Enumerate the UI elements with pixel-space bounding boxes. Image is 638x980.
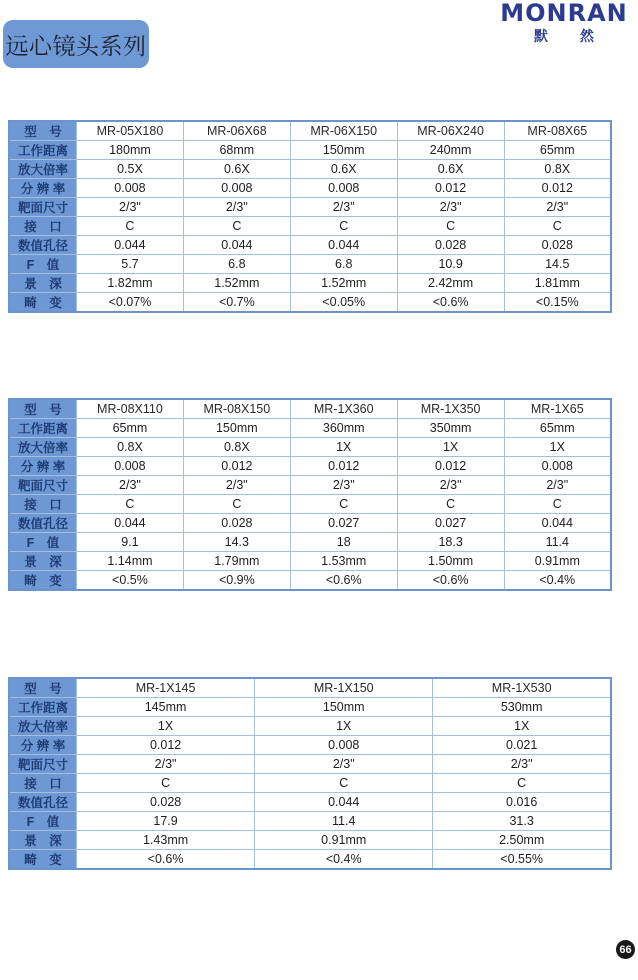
- model-cell: MR-08X110: [77, 399, 184, 419]
- spec-row: [9, 717, 611, 736]
- row-label-cell: 畸 变: [9, 293, 77, 313]
- value-cell: 150mm: [183, 419, 290, 438]
- model-cell: MR-1X360: [290, 399, 397, 419]
- value-cell: <0.05%: [290, 293, 397, 313]
- value-cell: 65mm: [77, 419, 184, 438]
- row-label-cell: F 值: [9, 812, 77, 831]
- row-label-cell: 型 号: [9, 399, 77, 419]
- value-cell: 1X: [433, 717, 611, 736]
- value-cell: 1X: [397, 438, 504, 457]
- value-cell: 0.008: [183, 179, 290, 198]
- model-cell: MR-08X150: [183, 399, 290, 419]
- value-cell: 150mm: [255, 698, 433, 717]
- spec-row: [9, 793, 611, 812]
- model-cell: MR-08X65: [504, 121, 611, 141]
- row-label-cell: 分 辨 率: [9, 179, 77, 198]
- value-cell: 6.8: [183, 255, 290, 274]
- value-cell: C: [183, 217, 290, 236]
- value-cell: 11.4: [504, 533, 611, 552]
- row-label-cell: 景 深: [9, 552, 77, 571]
- row-label-cell: 分 辨 率: [9, 457, 77, 476]
- value-cell: C: [77, 217, 184, 236]
- value-cell: 0.016: [433, 793, 611, 812]
- row-label-cell: F 值: [9, 255, 77, 274]
- value-cell: 0.91mm: [255, 831, 433, 850]
- value-cell: 1.43mm: [77, 831, 255, 850]
- spec-row: [9, 495, 611, 514]
- value-cell: 0.044: [77, 236, 184, 255]
- value-cell: 180mm: [77, 141, 184, 160]
- row-label-cell: 工作距离: [9, 419, 77, 438]
- value-cell: <0.6%: [397, 293, 504, 313]
- spec-row: [9, 552, 611, 571]
- value-cell: 1.79mm: [183, 552, 290, 571]
- spec-row: [9, 533, 611, 552]
- value-cell: 0.91mm: [504, 552, 611, 571]
- row-label-cell: 景 深: [9, 831, 77, 850]
- value-cell: 1X: [255, 717, 433, 736]
- model-cell: MR-1X150: [255, 678, 433, 698]
- row-label-cell: F 值: [9, 533, 77, 552]
- brand-wordmark: MONRAN: [500, 0, 628, 27]
- value-cell: 0.028: [183, 514, 290, 533]
- row-label-cell: 放大倍率: [9, 717, 77, 736]
- row-label-cell: 放大倍率: [9, 438, 77, 457]
- value-cell: 2.50mm: [433, 831, 611, 850]
- spec-row: [9, 476, 611, 495]
- value-cell: <0.55%: [433, 850, 611, 870]
- row-label-cell: 工作距离: [9, 698, 77, 717]
- spec-row: [9, 457, 611, 476]
- spec-row: [9, 179, 611, 198]
- value-cell: 1.82mm: [77, 274, 184, 293]
- model-cell: MR-1X65: [504, 399, 611, 419]
- value-cell: 2/3": [77, 755, 255, 774]
- row-label-cell: 放大倍率: [9, 160, 77, 179]
- value-cell: 2/3": [255, 755, 433, 774]
- row-label-cell: 分 辨 率: [9, 736, 77, 755]
- value-cell: 9.1: [77, 533, 184, 552]
- value-cell: 2/3": [397, 476, 504, 495]
- value-cell: 0.8X: [504, 160, 611, 179]
- value-cell: 0.027: [290, 514, 397, 533]
- row-label-cell: 型 号: [9, 678, 77, 698]
- value-cell: <0.6%: [290, 571, 397, 591]
- spec-row: [9, 160, 611, 179]
- spec-row: [9, 438, 611, 457]
- value-cell: C: [504, 217, 611, 236]
- value-cell: <0.9%: [183, 571, 290, 591]
- value-cell: 0.6X: [397, 160, 504, 179]
- value-cell: <0.4%: [255, 850, 433, 870]
- value-cell: 1.53mm: [290, 552, 397, 571]
- value-cell: 0.028: [504, 236, 611, 255]
- value-cell: C: [504, 495, 611, 514]
- value-cell: <0.5%: [77, 571, 184, 591]
- value-cell: 0.027: [397, 514, 504, 533]
- spec-row: [9, 774, 611, 793]
- model-cell: MR-1X350: [397, 399, 504, 419]
- row-label-cell: 接 口: [9, 774, 77, 793]
- value-cell: <0.15%: [504, 293, 611, 313]
- value-cell: 0.6X: [183, 160, 290, 179]
- row-label-cell: 型 号: [9, 121, 77, 141]
- value-cell: 2/3": [290, 198, 397, 217]
- value-cell: 0.012: [77, 736, 255, 755]
- row-label-cell: 靶面尺寸: [9, 198, 77, 217]
- model-cell: MR-06X240: [397, 121, 504, 141]
- value-cell: 31.3: [433, 812, 611, 831]
- value-cell: 2/3": [77, 198, 184, 217]
- row-label-cell: 景 深: [9, 274, 77, 293]
- row-label-cell: 数值孔径: [9, 793, 77, 812]
- value-cell: 2/3": [397, 198, 504, 217]
- value-cell: 150mm: [290, 141, 397, 160]
- value-cell: 0.008: [290, 179, 397, 198]
- value-cell: 1.52mm: [183, 274, 290, 293]
- value-cell: 1X: [504, 438, 611, 457]
- value-cell: 0.008: [504, 457, 611, 476]
- value-cell: 18.3: [397, 533, 504, 552]
- spec-row: [9, 141, 611, 160]
- value-cell: 0.012: [504, 179, 611, 198]
- value-cell: 0.8X: [77, 438, 184, 457]
- value-cell: C: [77, 495, 184, 514]
- value-cell: C: [290, 495, 397, 514]
- value-cell: 11.4: [255, 812, 433, 831]
- value-cell: 0.008: [77, 457, 184, 476]
- value-cell: C: [397, 217, 504, 236]
- spec-table-2: [8, 398, 612, 591]
- value-cell: <0.7%: [183, 293, 290, 313]
- model-cell: MR-06X68: [183, 121, 290, 141]
- value-cell: <0.07%: [77, 293, 184, 313]
- value-cell: C: [397, 495, 504, 514]
- value-cell: 0.5X: [77, 160, 184, 179]
- value-cell: 65mm: [504, 419, 611, 438]
- spec-table-1: [8, 120, 612, 313]
- spec-row: [9, 419, 611, 438]
- spec-row: [9, 255, 611, 274]
- value-cell: 0.044: [77, 514, 184, 533]
- value-cell: 14.3: [183, 533, 290, 552]
- value-cell: 0.044: [290, 236, 397, 255]
- spec-table-3: [8, 677, 612, 870]
- value-cell: 0.028: [397, 236, 504, 255]
- row-label-cell: 靶面尺寸: [9, 476, 77, 495]
- spec-row: [9, 217, 611, 236]
- value-cell: 2/3": [77, 476, 184, 495]
- row-label-cell: 畸 变: [9, 571, 77, 591]
- value-cell: 1X: [77, 717, 255, 736]
- value-cell: 65mm: [504, 141, 611, 160]
- value-cell: 1.52mm: [290, 274, 397, 293]
- value-cell: 1.14mm: [77, 552, 184, 571]
- spec-row: [9, 121, 611, 141]
- value-cell: 0.8X: [183, 438, 290, 457]
- value-cell: C: [77, 774, 255, 793]
- value-cell: 145mm: [77, 698, 255, 717]
- spec-row: [9, 736, 611, 755]
- value-cell: 68mm: [183, 141, 290, 160]
- value-cell: 6.8: [290, 255, 397, 274]
- value-cell: 10.9: [397, 255, 504, 274]
- model-cell: MR-1X145: [77, 678, 255, 698]
- value-cell: 0.044: [255, 793, 433, 812]
- value-cell: 240mm: [397, 141, 504, 160]
- value-cell: 18: [290, 533, 397, 552]
- spec-row: [9, 831, 611, 850]
- value-cell: C: [433, 774, 611, 793]
- value-cell: 2/3": [433, 755, 611, 774]
- page-number-badge: 66: [616, 940, 635, 959]
- model-cell: MR-05X180: [77, 121, 184, 141]
- spec-row: [9, 812, 611, 831]
- value-cell: 2/3": [183, 198, 290, 217]
- spec-row: [9, 755, 611, 774]
- row-label-cell: 数值孔径: [9, 236, 77, 255]
- value-cell: C: [255, 774, 433, 793]
- spec-row: [9, 274, 611, 293]
- value-cell: 0.012: [290, 457, 397, 476]
- model-cell: MR-1X530: [433, 678, 611, 698]
- value-cell: 5.7: [77, 255, 184, 274]
- spec-row: [9, 399, 611, 419]
- value-cell: 0.044: [183, 236, 290, 255]
- row-label-cell: 数值孔径: [9, 514, 77, 533]
- value-cell: 360mm: [290, 419, 397, 438]
- spec-row: [9, 198, 611, 217]
- spec-row: [9, 850, 611, 870]
- series-title-banner: 远心镜头系列: [3, 20, 149, 68]
- value-cell: 0.008: [77, 179, 184, 198]
- brand-logo: [497, 1, 631, 46]
- value-cell: <0.4%: [504, 571, 611, 591]
- model-cell: MR-06X150: [290, 121, 397, 141]
- spec-row: [9, 571, 611, 591]
- value-cell: 2.42mm: [397, 274, 504, 293]
- row-label-cell: 工作距离: [9, 141, 77, 160]
- row-label-cell: 接 口: [9, 217, 77, 236]
- value-cell: C: [290, 217, 397, 236]
- value-cell: 2/3": [183, 476, 290, 495]
- row-label-cell: 畸 变: [9, 850, 77, 870]
- value-cell: <0.6%: [397, 571, 504, 591]
- value-cell: 0.012: [183, 457, 290, 476]
- value-cell: 0.044: [504, 514, 611, 533]
- spec-row: [9, 293, 611, 313]
- value-cell: C: [183, 495, 290, 514]
- value-cell: 0.028: [77, 793, 255, 812]
- value-cell: 17.9: [77, 812, 255, 831]
- value-cell: 2/3": [504, 198, 611, 217]
- spec-row: [9, 236, 611, 255]
- value-cell: 1.50mm: [397, 552, 504, 571]
- row-label-cell: 靶面尺寸: [9, 755, 77, 774]
- value-cell: 530mm: [433, 698, 611, 717]
- spec-row: [9, 514, 611, 533]
- value-cell: 0.012: [397, 179, 504, 198]
- brand-chinese-name: 默 然: [534, 28, 608, 44]
- value-cell: 2/3": [504, 476, 611, 495]
- value-cell: 0.012: [397, 457, 504, 476]
- value-cell: 0.008: [255, 736, 433, 755]
- row-label-cell: 接 口: [9, 495, 77, 514]
- value-cell: 1.81mm: [504, 274, 611, 293]
- value-cell: 0.6X: [290, 160, 397, 179]
- spec-row: [9, 678, 611, 698]
- value-cell: 0.021: [433, 736, 611, 755]
- value-cell: 1X: [290, 438, 397, 457]
- spec-row: [9, 698, 611, 717]
- value-cell: <0.6%: [77, 850, 255, 870]
- value-cell: 2/3": [290, 476, 397, 495]
- value-cell: 14.5: [504, 255, 611, 274]
- value-cell: 350mm: [397, 419, 504, 438]
